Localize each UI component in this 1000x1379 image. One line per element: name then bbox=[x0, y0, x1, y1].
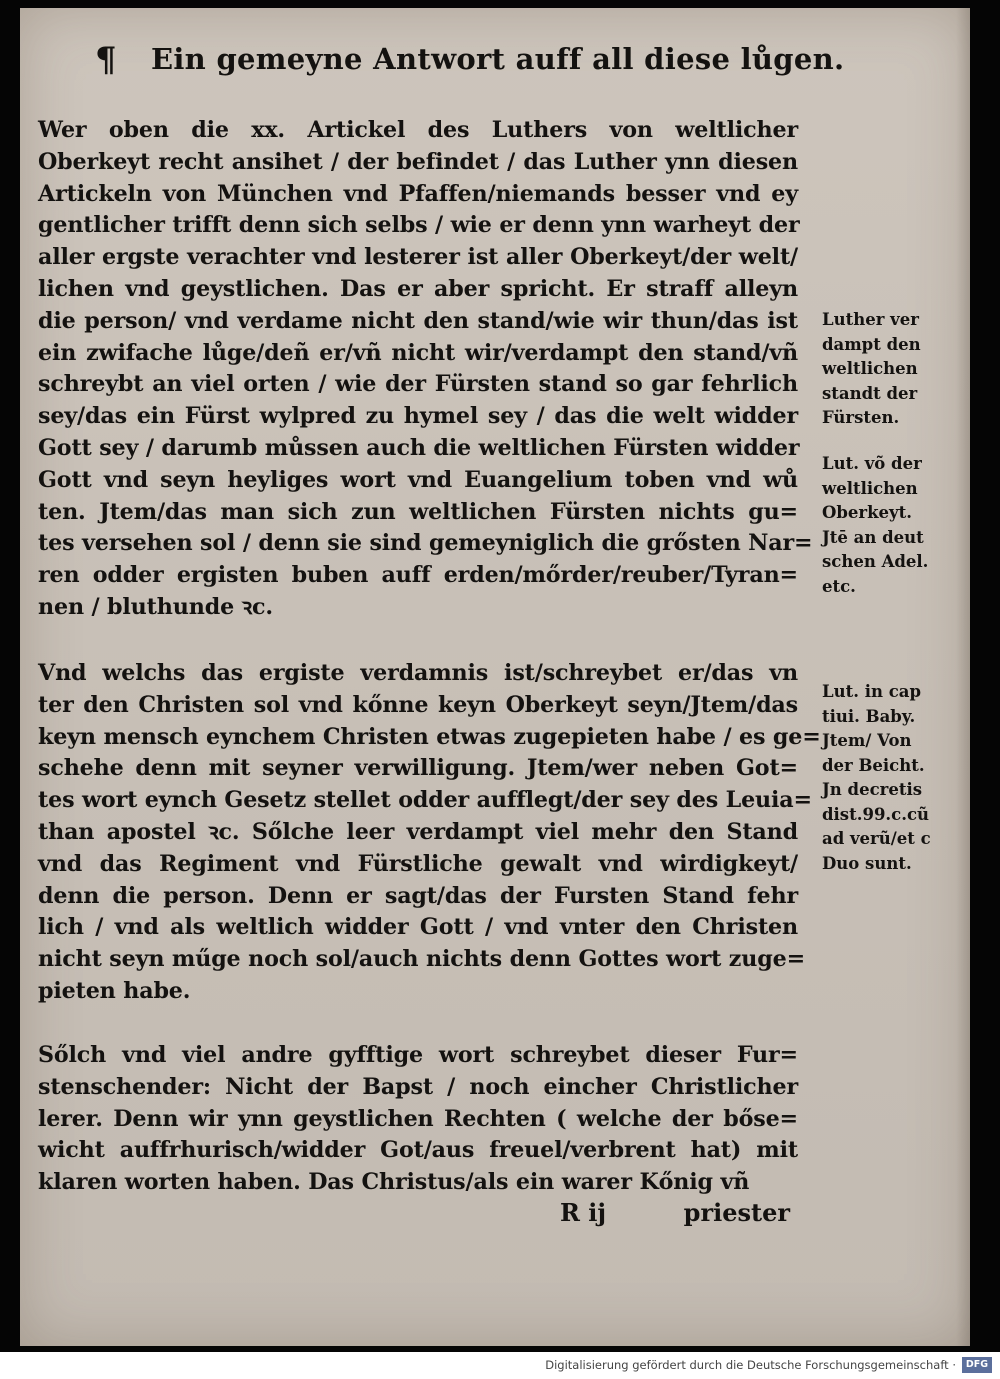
margin-note-line: schen Adel. bbox=[822, 552, 929, 571]
text-line: klaren worten haben. Das Christus/als ein warer Kőnig vñ bbox=[38, 1169, 750, 1196]
margin-note-2 bbox=[822, 452, 962, 599]
text-line: nicht seyn műge noch sol/auch nichts denn Gottes wort zuge= bbox=[38, 946, 806, 973]
margin-note-line: Jtē an deut bbox=[822, 527, 924, 547]
credit-bar bbox=[0, 1352, 1000, 1379]
margin-note-line: Lut. võ der bbox=[822, 454, 922, 473]
text-line: ren odder ergisten buben auff erden/mőrder/reuber/Tyran= bbox=[38, 562, 798, 589]
margin-note-line: der Beicht. bbox=[822, 755, 925, 775]
text-line: denn die person. Denn er sagt/das der Fursten Stand fehr bbox=[38, 882, 798, 909]
margin-note-line: tiui. Baby. bbox=[822, 706, 916, 726]
margin-note-line: etc. bbox=[822, 576, 856, 596]
margin-note-line: ad verũ/et c bbox=[822, 829, 931, 848]
margin-note-line: dampt den bbox=[822, 334, 921, 354]
text-line: wicht auffrhurisch/widder Got/aus freuel/verbrent hat) mit bbox=[38, 1137, 798, 1164]
text-line: vnd das Regiment vnd Fürstliche gewalt vnd wirdigkeyt/ bbox=[38, 850, 798, 877]
text-line: aller ergste verachter vnd lesterer ist aller Oberkeyt/der welt/ bbox=[38, 244, 798, 271]
text-line: Gott vnd seyn heyliges wort vnd Euangelium toben vnd wů bbox=[38, 466, 798, 493]
text-line: ten. Jtem/das man sich zun weltlichen Fürsten nichts gu= bbox=[38, 498, 798, 525]
text-line: Oberkeyt recht ansihet / der befindet / das Luther ynn diesen bbox=[38, 148, 798, 175]
page-header bbox=[95, 40, 844, 80]
text-line: Vnd welchs das ergiste verdamnis ist/schreybet er/das vn bbox=[38, 660, 798, 686]
margin-note-line: Jtem/ Von bbox=[822, 731, 912, 750]
text-line: ter den Christen sol vnd kőnne keyn Oberkeyt seyn/Jtem/das bbox=[38, 691, 798, 718]
text-line: pieten habe. bbox=[38, 977, 191, 1004]
margin-note-line: Oberkeyt. bbox=[822, 503, 912, 522]
margin-note-line: weltlichen bbox=[822, 478, 918, 498]
text-line: Gott sey / darumb můssen auch die weltlichen Fürsten widder bbox=[38, 434, 800, 461]
text-line: ein zwifache lůge/deñ er/vñ nicht wir/verdampt den stand/vñ bbox=[38, 339, 798, 366]
pilcrow-icon: ¶ bbox=[95, 40, 117, 80]
margin-note-line: standt der bbox=[822, 383, 918, 403]
text-line: tes versehen sol / denn sie sind gemeyniglich die grősten Nar= bbox=[38, 530, 813, 557]
text-line: die person/ vnd verdame nicht den stand/wie wir thun/das ist bbox=[38, 307, 798, 334]
text-line: Wer oben die xx. Artickel des Luthers von weltlicher bbox=[38, 117, 798, 143]
margin-note-line: Lut. in cap bbox=[822, 682, 921, 701]
text-line: stenschender: Nicht der Bapst / noch eincher Christlicher bbox=[38, 1073, 798, 1100]
text-line: lichen vnd geystlichen. Das er aber spricht. Er straff alleyn bbox=[38, 275, 798, 302]
text-line: keyn mensch eynchem Christen etwas zugepieten habe / es ge= bbox=[38, 723, 821, 750]
text-line: nen / bluthunde ꝛc. bbox=[38, 593, 273, 620]
margin-note-1 bbox=[822, 308, 962, 431]
margin-note-line: Luther ver bbox=[822, 310, 919, 329]
text-line: gentlicher trifft denn sich selbs / wie er denn ynn warheyt der bbox=[38, 212, 800, 239]
text-line: Artickeln von München vnd Pfaffen/niemands besser vnd ey bbox=[38, 180, 798, 207]
text-line: Sőlch vnd viel andre gyfftige wort schreybet dieser Fur= bbox=[38, 1042, 798, 1068]
dfg-logo-icon: DFG bbox=[962, 1357, 992, 1373]
funding-credit: Digitalisierung gefördert durch die Deutsche Forschungsgemeinschaft · bbox=[545, 1358, 956, 1372]
margin-note-line: Duo sunt. bbox=[822, 853, 912, 873]
text-line: lich / vnd als weltlich widder Gott / vnd vnter den Christen bbox=[38, 914, 798, 941]
margin-note-line: dist.99.c.cũ bbox=[822, 804, 930, 824]
header-title: Ein gemeyne Antwort auff all diese lůgen. bbox=[150, 42, 845, 76]
margin-note-line: weltlichen bbox=[822, 359, 918, 378]
page-fold-shadow bbox=[956, 8, 970, 1346]
text-line: schreybt an viel orten / wie der Fürsten stand so gar fehrlich bbox=[38, 371, 798, 398]
text-line: schehe denn mit seyner verwilligung. Jtem/wer neben Got= bbox=[38, 755, 798, 782]
paragraph-1 bbox=[38, 115, 813, 624]
margin-note-line: Fürsten. bbox=[822, 408, 900, 427]
text-line: tes wort eynch Gesetz stellet odder aufflegt/der sey des Leuia= bbox=[38, 787, 812, 814]
text-line: sey/das ein Fürst wylpred zu hymel sey / das die welt widder bbox=[38, 403, 798, 430]
margin-note-line: Jn decretis bbox=[822, 780, 922, 799]
page-footer bbox=[540, 1198, 790, 1232]
paragraph-3 bbox=[38, 1040, 798, 1199]
text-line: lerer. Denn wir ynn geystlichen Rechten ( welche der bőse= bbox=[38, 1105, 798, 1132]
signature-mark: R ij bbox=[560, 1198, 607, 1227]
text-line: than apostel ꝛc. Sőlche leer verdampt viel mehr den Stand bbox=[38, 818, 798, 845]
paragraph-2 bbox=[38, 658, 821, 1008]
margin-note-3 bbox=[822, 680, 962, 876]
catchword: priester bbox=[683, 1198, 790, 1227]
